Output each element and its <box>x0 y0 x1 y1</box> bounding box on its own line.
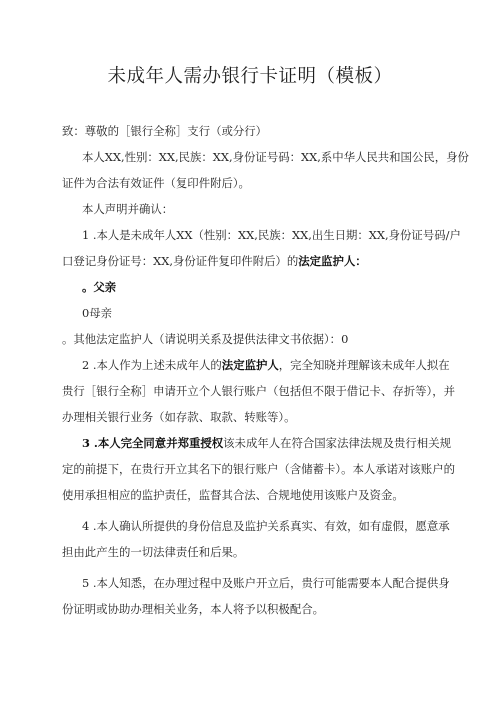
legal-guardian-label: 法定监护人： <box>298 254 367 268</box>
salutation: 致：尊敬的［银行全称］支行（或分行） <box>62 124 268 138</box>
item-4-line-1: 4 .本人确认所提供的身份信息及监护关系真实、有效，如有虚假，愿意承 <box>82 519 450 533</box>
intro-line-1: 本人XX,性别：XX,民族：XX,身份证号码：XX,系中华人民共和国公民，身份 <box>82 150 469 164</box>
item-2-bold: 法定监护人 <box>221 358 279 372</box>
item-3-line-3: 使用承担相应的监护责任，监督其合法、合规地使用该账户及资金。 <box>62 488 404 502</box>
declaration-heading: 本人声明并确认： <box>82 202 174 216</box>
option-father: 。父亲 <box>82 280 117 294</box>
item-4-line-2: 担由此产生的一切法律责任和后果。 <box>62 545 245 559</box>
item-3-line-2: 定的前提下，在贵行开立其名下的银行账户（含储蓄卡）。本人承诺对该账户的 <box>62 462 455 476</box>
item-2-line-3: 办理相关银行业务（如存款、取款、转账等）。 <box>62 410 296 424</box>
item-1-line-1: 1 .本人是未成年人XX（性别：XX,民族：XX,出生日期：XX,身份证号码/户 <box>82 228 461 242</box>
item-2-line-2: 贵行［银行全称］申请开立个人银行账户（包括但不限于借记卡、存折等），并 <box>62 384 455 398</box>
item-5-line-2: 份证明或协助办理相关业务，本人将予以积极配合。 <box>62 602 324 616</box>
item-5-line-1: 5 .本人知悉，在办理过程中及账户开立后，贵行可能需要本人配合提供身 <box>82 576 450 590</box>
item-1-text: 口登记身份证号：XX,身份证件复印件附后）的 <box>62 254 299 268</box>
option-mother: 0母亲 <box>82 306 113 320</box>
item-3-bold: 3 .本人完全同意并郑重授权 <box>82 436 224 450</box>
item-3-text: 该未成年人在符合国家法律法规及贵行相关规 <box>223 436 451 450</box>
item-2-text-a: 2 .本人作为上述未成年人的 <box>82 358 222 372</box>
item-3-line-1 <box>82 435 451 451</box>
item-2-line-1 <box>82 357 450 373</box>
document-title: 未成年人需办银行卡证明（模板） <box>107 66 393 87</box>
item-2-text-b: ，完全知晓并理解该未成年人拟在 <box>278 358 450 372</box>
item-1-line-2 <box>62 253 367 269</box>
option-other-guardian: 。其他法定监护人（请说明关系及提供法律文书依据）：0 <box>62 332 349 346</box>
intro-line-2: 证件为合法有效证件（复印件附后）。 <box>62 176 250 190</box>
